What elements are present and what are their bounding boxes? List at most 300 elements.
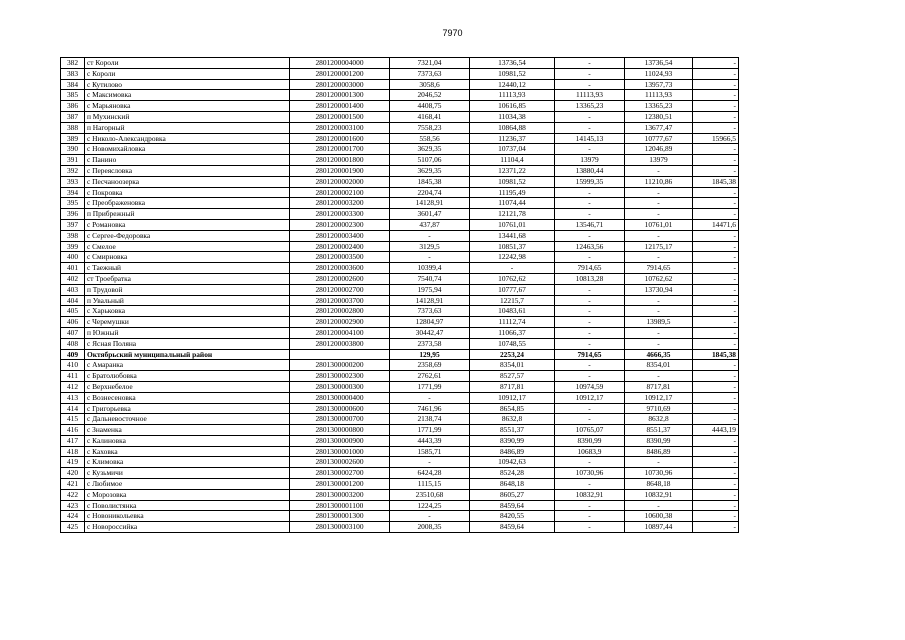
value-col-4: 8717,81 <box>625 381 693 392</box>
row-number: 385 <box>61 90 85 101</box>
value-col-3: 13979 <box>555 155 625 166</box>
value-col-4: 9710,69 <box>625 403 693 414</box>
value-col-3: 7914,65 <box>555 349 625 360</box>
value-col-4: 12175,17 <box>625 241 693 252</box>
value-col-2: 10483,61 <box>470 306 555 317</box>
value-col-1: 1975,94 <box>390 284 470 295</box>
value-col-3: - <box>555 327 625 338</box>
settlement-code: 2801200004100 <box>290 327 390 338</box>
settlement-code: 2801200002000 <box>290 176 390 187</box>
row-number: 388 <box>61 122 85 133</box>
row-number: 411 <box>61 371 85 382</box>
settlement-code: 2801200003600 <box>290 263 390 274</box>
settlement-name: с Вознесеновка <box>85 392 290 403</box>
value-col-3: - <box>555 457 625 468</box>
value-col-2: 10616,85 <box>470 101 555 112</box>
settlement-code: 2801300000300 <box>290 381 390 392</box>
settlement-name: с Николо-Александровка <box>85 133 290 144</box>
value-col-1: 1845,38 <box>390 176 470 187</box>
value-col-3: 13880,44 <box>555 165 625 176</box>
value-col-3: 15999,35 <box>555 176 625 187</box>
settlement-name: п Мухинский <box>85 111 290 122</box>
value-col-1: 7461,96 <box>390 403 470 414</box>
value-col-2: 8654,85 <box>470 403 555 414</box>
settlement-name: Октябрьский муниципальный район <box>85 349 290 360</box>
row-number: 424 <box>61 511 85 522</box>
value-col-4: 8632,8 <box>625 414 693 425</box>
value-col-5: - <box>693 479 739 490</box>
row-number: 404 <box>61 295 85 306</box>
value-col-5: - <box>693 306 739 317</box>
row-number: 390 <box>61 144 85 155</box>
value-col-5: - <box>693 111 739 122</box>
value-col-5: - <box>693 403 739 414</box>
table-row <box>61 79 739 90</box>
settlement-code: 2801300000600 <box>290 403 390 414</box>
settlement-name: с Короли <box>85 68 290 79</box>
settlement-name: п Увальный <box>85 295 290 306</box>
value-col-2: 11112,74 <box>470 317 555 328</box>
value-col-1: 129,95 <box>390 349 470 360</box>
settlement-code: 2801200002900 <box>290 317 390 328</box>
settlement-code: 2801300000200 <box>290 360 390 371</box>
settlement-name: с Харьковка <box>85 306 290 317</box>
value-col-3: - <box>555 479 625 490</box>
settlement-code: 2801200001400 <box>290 101 390 112</box>
settlement-code: 2801200001300 <box>290 90 390 101</box>
table-row <box>61 122 739 133</box>
value-col-2: 8459,64 <box>470 500 555 511</box>
value-col-3: - <box>555 122 625 133</box>
value-col-3: - <box>555 68 625 79</box>
value-col-2: 10981,52 <box>470 68 555 79</box>
settlement-code: 2801200003800 <box>290 338 390 349</box>
value-col-1: 2762,61 <box>390 371 470 382</box>
value-col-3: 10683,9 <box>555 446 625 457</box>
value-col-1: 3629,35 <box>390 144 470 155</box>
value-col-5: - <box>693 489 739 500</box>
value-col-1: 10399,4 <box>390 263 470 274</box>
value-col-4: 10600,38 <box>625 511 693 522</box>
row-number: 422 <box>61 489 85 500</box>
settlement-code: 2801200001700 <box>290 144 390 155</box>
value-col-5: - <box>693 198 739 209</box>
value-col-4: 13365,23 <box>625 101 693 112</box>
value-col-5: - <box>693 230 739 241</box>
table-row <box>61 360 739 371</box>
value-col-5: - <box>693 122 739 133</box>
row-number: 410 <box>61 360 85 371</box>
value-col-2: 8551,37 <box>470 425 555 436</box>
table-row <box>61 187 739 198</box>
table-row <box>61 457 739 468</box>
value-col-4: 11113,93 <box>625 90 693 101</box>
row-number: 389 <box>61 133 85 144</box>
row-number: 400 <box>61 252 85 263</box>
value-col-5: - <box>693 381 739 392</box>
value-col-2: 10737,04 <box>470 144 555 155</box>
settlement-name: с Калиновка <box>85 435 290 446</box>
settlement-name: с Панино <box>85 155 290 166</box>
value-col-3: 13365,23 <box>555 101 625 112</box>
value-col-2: 10761,01 <box>470 219 555 230</box>
value-col-2: 8648,18 <box>470 479 555 490</box>
value-col-1: 2008,35 <box>390 522 470 533</box>
table-row <box>61 479 739 490</box>
table-row <box>61 468 739 479</box>
value-col-1: - <box>390 252 470 263</box>
value-col-2: 12215,7 <box>470 295 555 306</box>
value-col-3: 12463,56 <box>555 241 625 252</box>
value-col-3: 10765,07 <box>555 425 625 436</box>
settlement-code: 2801200002600 <box>290 273 390 284</box>
table-row <box>61 317 739 328</box>
table-row <box>61 446 739 457</box>
settlement-code: 2801200003300 <box>290 209 390 220</box>
value-col-2: 13441,68 <box>470 230 555 241</box>
settlement-code: 2801300003100 <box>290 522 390 533</box>
value-col-2: 8354,01 <box>470 360 555 371</box>
table-row <box>61 230 739 241</box>
value-col-5: - <box>693 500 739 511</box>
value-col-3: 11113,93 <box>555 90 625 101</box>
row-number: 415 <box>61 414 85 425</box>
settlement-code: 2801200001600 <box>290 133 390 144</box>
value-col-4: 13989,5 <box>625 317 693 328</box>
data-table <box>60 57 739 533</box>
row-number: 401 <box>61 263 85 274</box>
value-col-3: 8390,99 <box>555 435 625 446</box>
row-number: 382 <box>61 58 85 69</box>
settlement-name: с Любимое <box>85 479 290 490</box>
value-col-1: 1585,71 <box>390 446 470 457</box>
value-col-2: 8632,8 <box>470 414 555 425</box>
settlement-name: с Песчаноозерка <box>85 176 290 187</box>
value-col-1: 1115,15 <box>390 479 470 490</box>
value-col-2: 13736,54 <box>470 58 555 69</box>
value-col-1: 2358,69 <box>390 360 470 371</box>
value-col-1: 5107,06 <box>390 155 470 166</box>
value-col-2: 8605,27 <box>470 489 555 500</box>
settlement-code: 2801300001300 <box>290 511 390 522</box>
table-row <box>61 101 739 112</box>
table-row <box>61 273 739 284</box>
table-row <box>61 371 739 382</box>
value-col-1: 2204,74 <box>390 187 470 198</box>
value-col-4: 13979 <box>625 155 693 166</box>
row-number: 413 <box>61 392 85 403</box>
table-row <box>61 198 739 209</box>
value-col-4: 10897,44 <box>625 522 693 533</box>
row-number: 399 <box>61 241 85 252</box>
value-col-4: 11210,86 <box>625 176 693 187</box>
value-col-1: 23510,68 <box>390 489 470 500</box>
value-col-5: - <box>693 360 739 371</box>
settlement-name: с Ясная Поляна <box>85 338 290 349</box>
value-col-2: 12371,22 <box>470 165 555 176</box>
value-col-2: 11074,44 <box>470 198 555 209</box>
settlement-code: 2801300001100 <box>290 500 390 511</box>
settlement-name: с Кузьмичи <box>85 468 290 479</box>
value-col-1: 2138,74 <box>390 414 470 425</box>
value-col-1: 558,56 <box>390 133 470 144</box>
settlement-name: с Новоникольевка <box>85 511 290 522</box>
table-row <box>61 511 739 522</box>
settlement-code: 2801200004000 <box>290 58 390 69</box>
value-col-3: - <box>555 79 625 90</box>
value-col-3: - <box>555 500 625 511</box>
table-row <box>61 338 739 349</box>
value-col-1: 4408,75 <box>390 101 470 112</box>
settlement-code: 2801200003200 <box>290 198 390 209</box>
row-number: 425 <box>61 522 85 533</box>
value-col-1: 2046,52 <box>390 90 470 101</box>
row-number: 408 <box>61 338 85 349</box>
settlement-name: п Трудовой <box>85 284 290 295</box>
value-col-1: 3129,5 <box>390 241 470 252</box>
value-col-3: - <box>555 252 625 263</box>
value-col-4: - <box>625 198 693 209</box>
value-col-2: 8486,89 <box>470 446 555 457</box>
value-col-4: - <box>625 338 693 349</box>
value-col-3: 13546,71 <box>555 219 625 230</box>
value-col-3: 10813,28 <box>555 273 625 284</box>
value-col-5: - <box>693 468 739 479</box>
table-row <box>61 155 739 166</box>
value-col-3: - <box>555 522 625 533</box>
table-row <box>61 176 739 187</box>
value-col-4: - <box>625 371 693 382</box>
table-row <box>61 403 739 414</box>
settlement-name: с Верхнебелое <box>85 381 290 392</box>
value-col-2: 10864,88 <box>470 122 555 133</box>
value-col-2: - <box>470 263 555 274</box>
settlement-code: 2801200003100 <box>290 122 390 133</box>
table-row <box>61 219 739 230</box>
table-row <box>61 349 739 360</box>
value-col-4: 7914,65 <box>625 263 693 274</box>
value-col-2: 2253,24 <box>470 349 555 360</box>
settlement-code: 2801200001200 <box>290 68 390 79</box>
settlement-code <box>290 349 390 360</box>
value-col-2: 10762,62 <box>470 273 555 284</box>
settlement-code: 2801300001200 <box>290 479 390 490</box>
value-col-4: 13736,54 <box>625 58 693 69</box>
settlement-name: с Максимовка <box>85 90 290 101</box>
value-col-5: 1845,38 <box>693 349 739 360</box>
settlement-code: 2801200002700 <box>290 284 390 295</box>
row-number: 412 <box>61 381 85 392</box>
table-row <box>61 133 739 144</box>
value-col-3: - <box>555 360 625 371</box>
settlement-name: с Романовка <box>85 219 290 230</box>
table-row <box>61 500 739 511</box>
value-col-3: 10912,17 <box>555 392 625 403</box>
row-number: 394 <box>61 187 85 198</box>
value-col-1: 1771,99 <box>390 381 470 392</box>
settlement-name: с Смирновка <box>85 252 290 263</box>
table-row <box>61 144 739 155</box>
settlement-code: 2801300000700 <box>290 414 390 425</box>
value-col-2: 11104,4 <box>470 155 555 166</box>
value-col-4: 10777,67 <box>625 133 693 144</box>
value-col-5: - <box>693 58 739 69</box>
value-col-5: - <box>693 187 739 198</box>
value-col-3: - <box>555 284 625 295</box>
value-col-4: - <box>625 327 693 338</box>
row-number: 407 <box>61 327 85 338</box>
settlement-name: с Черемушки <box>85 317 290 328</box>
settlement-name: с Марьяновка <box>85 101 290 112</box>
value-col-5: - <box>693 414 739 425</box>
row-number: 423 <box>61 500 85 511</box>
row-number: 420 <box>61 468 85 479</box>
value-col-1: 1224,25 <box>390 500 470 511</box>
table-row <box>61 68 739 79</box>
settlement-name: с Новомихайловка <box>85 144 290 155</box>
row-number: 406 <box>61 317 85 328</box>
value-col-4: 13730,94 <box>625 284 693 295</box>
value-col-4: 10730,96 <box>625 468 693 479</box>
settlement-name: с Смелое <box>85 241 290 252</box>
value-col-3: - <box>555 414 625 425</box>
value-col-5: - <box>693 317 739 328</box>
value-col-3: - <box>555 403 625 414</box>
value-col-4: 8354,01 <box>625 360 693 371</box>
settlement-name: с Григорьевка <box>85 403 290 414</box>
settlement-code: 2801300001000 <box>290 446 390 457</box>
value-col-1: 4168,41 <box>390 111 470 122</box>
settlement-name: п Прибрежный <box>85 209 290 220</box>
settlement-name: с Поволистянка <box>85 500 290 511</box>
value-col-1: 4443,39 <box>390 435 470 446</box>
settlement-name: с Амаранка <box>85 360 290 371</box>
value-col-4: 13677,47 <box>625 122 693 133</box>
table-row <box>61 435 739 446</box>
settlement-name: с Покровка <box>85 187 290 198</box>
value-col-4: - <box>625 295 693 306</box>
value-col-1: 7373,63 <box>390 68 470 79</box>
settlement-name: с Морозовка <box>85 489 290 500</box>
value-col-5: - <box>693 284 739 295</box>
value-col-3: - <box>555 295 625 306</box>
row-number: 417 <box>61 435 85 446</box>
value-col-2: 10851,37 <box>470 241 555 252</box>
value-col-5: - <box>693 155 739 166</box>
value-col-4: 10912,17 <box>625 392 693 403</box>
settlement-code: 2801200002400 <box>290 241 390 252</box>
row-number: 397 <box>61 219 85 230</box>
value-col-1: 7558,23 <box>390 122 470 133</box>
value-col-5: - <box>693 435 739 446</box>
value-col-4: 8486,89 <box>625 446 693 457</box>
value-col-4: - <box>625 230 693 241</box>
table-row <box>61 241 739 252</box>
value-col-2: 10942,63 <box>470 457 555 468</box>
value-col-5: - <box>693 273 739 284</box>
value-col-1: 7540,74 <box>390 273 470 284</box>
settlement-code: 2801200003700 <box>290 295 390 306</box>
row-number: 383 <box>61 68 85 79</box>
value-col-2: 8527,57 <box>470 371 555 382</box>
value-col-3: - <box>555 144 625 155</box>
settlement-name: ст Троебратка <box>85 273 290 284</box>
value-col-4: 8648,18 <box>625 479 693 490</box>
value-col-5: - <box>693 392 739 403</box>
settlement-code: 2801300000900 <box>290 435 390 446</box>
value-col-3: 10832,91 <box>555 489 625 500</box>
table-row <box>61 414 739 425</box>
table-row <box>61 165 739 176</box>
value-col-3: 10974,59 <box>555 381 625 392</box>
row-number: 414 <box>61 403 85 414</box>
settlement-code: 2801300000400 <box>290 392 390 403</box>
value-col-4: - <box>625 187 693 198</box>
row-number: 395 <box>61 198 85 209</box>
table-row <box>61 425 739 436</box>
value-col-2: 11236,37 <box>470 133 555 144</box>
value-col-5: - <box>693 263 739 274</box>
value-col-4: - <box>625 306 693 317</box>
value-col-3: - <box>555 198 625 209</box>
settlement-code: 2801300002600 <box>290 457 390 468</box>
value-col-5: - <box>693 371 739 382</box>
settlement-code: 2801300000800 <box>290 425 390 436</box>
settlement-name: с Преображеновка <box>85 198 290 209</box>
value-col-4: 10761,01 <box>625 219 693 230</box>
table-row <box>61 263 739 274</box>
table-row <box>61 295 739 306</box>
row-number: 392 <box>61 165 85 176</box>
value-col-1: - <box>390 511 470 522</box>
value-col-3: 7914,65 <box>555 263 625 274</box>
value-col-1: 2373,58 <box>390 338 470 349</box>
value-col-1: - <box>390 457 470 468</box>
value-col-5: - <box>693 241 739 252</box>
value-col-2: 8390,99 <box>470 435 555 446</box>
value-col-4: 12046,89 <box>625 144 693 155</box>
value-col-2: 8717,81 <box>470 381 555 392</box>
value-col-1: 12804,97 <box>390 317 470 328</box>
value-col-2: 10912,17 <box>470 392 555 403</box>
value-col-5: - <box>693 165 739 176</box>
value-col-1: 3601,47 <box>390 209 470 220</box>
settlement-name: с Климовка <box>85 457 290 468</box>
value-col-4: 8551,37 <box>625 425 693 436</box>
value-col-1: 1771,99 <box>390 425 470 436</box>
row-number: 416 <box>61 425 85 436</box>
value-col-5: - <box>693 90 739 101</box>
settlement-name: с Переясловка <box>85 165 290 176</box>
value-col-2: 8459,64 <box>470 522 555 533</box>
settlement-name: с Знаменка <box>85 425 290 436</box>
value-col-4: 8390,99 <box>625 435 693 446</box>
row-number: 384 <box>61 79 85 90</box>
value-col-2: 11034,38 <box>470 111 555 122</box>
value-col-3: - <box>555 338 625 349</box>
value-col-1: 30442,47 <box>390 327 470 338</box>
value-col-1: 14128,91 <box>390 198 470 209</box>
value-col-2: 10981,52 <box>470 176 555 187</box>
value-col-2: 12121,78 <box>470 209 555 220</box>
value-col-4: - <box>625 457 693 468</box>
table-row <box>61 306 739 317</box>
value-col-5: - <box>693 522 739 533</box>
value-col-4: 11024,93 <box>625 68 693 79</box>
settlement-name: п Нагорный <box>85 122 290 133</box>
row-number: 386 <box>61 101 85 112</box>
value-col-5: - <box>693 327 739 338</box>
